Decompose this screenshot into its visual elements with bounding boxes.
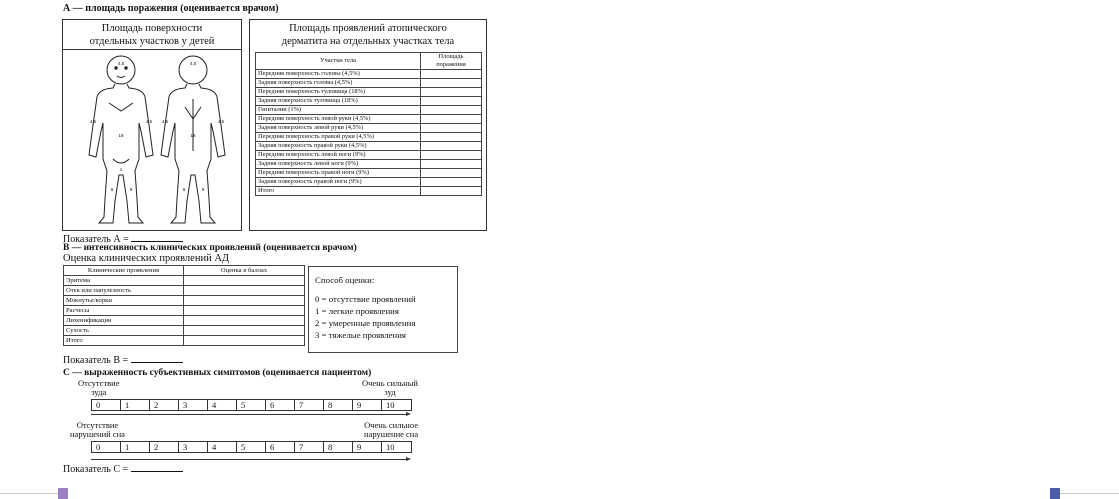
label-arm-front-right: 4,5 — [145, 119, 153, 124]
itch-high-line-2: зуд — [384, 387, 396, 397]
sleep-high-line-1: Очень сильное — [364, 420, 418, 430]
area-value-cell[interactable] — [421, 88, 482, 97]
scoring-item-0: 0 = отсутствие проявлений — [315, 294, 416, 304]
itch-high-label — [362, 379, 418, 397]
child-body-diagram — [63, 51, 241, 231]
body-area-figure-panel — [62, 19, 242, 231]
area-value-cell[interactable] — [421, 106, 482, 115]
scale-cell-7[interactable]: 7 — [295, 442, 324, 452]
scale-cell-1[interactable]: 1 — [121, 400, 150, 410]
scale-cell-9[interactable]: 9 — [353, 400, 382, 410]
score-cell[interactable] — [184, 286, 305, 296]
slide-marker-right — [1050, 488, 1060, 499]
scoring-item-1: 1 = легкие проявления — [315, 306, 399, 316]
table-row — [256, 169, 482, 178]
col-header-area-line-1: Площадь — [438, 53, 464, 60]
table-row — [64, 286, 305, 296]
scale-cell-6[interactable]: 6 — [266, 442, 295, 452]
section-c-title: С — выраженность субъективных симптомов (оценивается пациентом) — [63, 368, 372, 378]
body-part-cell: Передняя поверхность правой руки (4,5%) — [256, 133, 421, 142]
back-body-figure — [161, 56, 225, 223]
body-part-cell: Передняя поверхность туловища (18%) — [256, 88, 421, 97]
indicator-b-label: Показатель В = — [63, 355, 129, 366]
table-row — [256, 187, 482, 196]
body-part-cell: Задняя поверхность правой руки (4,5%) — [256, 142, 421, 151]
col-header-body-parts: Участки тела — [256, 53, 421, 70]
indicator-a-label: Показатель А = — [63, 234, 129, 245]
area-value-cell[interactable] — [421, 97, 482, 106]
scale-cell-0[interactable]: 0 — [92, 442, 121, 452]
area-value-cell[interactable] — [421, 178, 482, 187]
table-row — [256, 106, 482, 115]
indicator-a-blank[interactable] — [131, 232, 183, 242]
clinical-sign-cell: Лихенификация — [64, 316, 184, 326]
indicator-c-label: Показатель С = — [63, 464, 129, 475]
clinical-sign-cell: Сухость — [64, 326, 184, 336]
table-row — [256, 160, 482, 169]
scale-cell-10[interactable]: 10 — [386, 400, 395, 410]
col-header-score: Оценка в баллах — [184, 266, 305, 276]
area-value-cell[interactable] — [421, 124, 482, 133]
table-row — [256, 178, 482, 187]
label-arm-back-right: 4,5 — [217, 119, 225, 124]
score-cell[interactable] — [184, 316, 305, 326]
sleep-scale-arrow — [91, 459, 409, 460]
indicator-b-blank[interactable] — [131, 353, 183, 363]
label-leg-back-left: 9 — [182, 187, 186, 192]
scale-cell-3[interactable]: 3 — [179, 442, 208, 452]
scale-cell-8[interactable]: 8 — [324, 400, 353, 410]
area-header-line-2: дерматита на отдельных участках тела — [281, 36, 455, 47]
area-value-cell[interactable] — [421, 142, 482, 151]
scoring-method-box — [308, 266, 458, 353]
score-cell[interactable] — [184, 296, 305, 306]
table-row — [256, 151, 482, 160]
scale-cell-4[interactable]: 4 — [208, 400, 237, 410]
scoring-method-title: Способ оценки: — [315, 275, 375, 285]
indicator-c — [63, 462, 183, 475]
footer-line-right — [1060, 493, 1119, 494]
table-row — [64, 296, 305, 306]
area-value-cell[interactable] — [421, 133, 482, 142]
area-value-cell[interactable] — [421, 169, 482, 178]
body-part-cell: Задняя поверхность туловища (18%) — [256, 97, 421, 106]
scale-cell-9[interactable]: 9 — [353, 442, 382, 452]
scale-cell-4[interactable]: 4 — [208, 442, 237, 452]
table-row — [256, 88, 482, 97]
area-value-cell[interactable] — [421, 70, 482, 79]
scale-cell-3[interactable]: 3 — [179, 400, 208, 410]
scale-cell-1[interactable]: 1 — [121, 442, 150, 452]
area-value-cell[interactable] — [421, 151, 482, 160]
scale-cell-6[interactable]: 6 — [266, 400, 295, 410]
score-cell[interactable] — [184, 276, 305, 286]
label-head-front: 4,5 — [117, 61, 125, 66]
figure-header-line-2: отдельных участков у детей — [89, 36, 215, 47]
clinical-signs-table — [63, 265, 305, 346]
sleep-scale — [91, 441, 412, 453]
col-header-clinical-signs: Клинические проявления — [64, 266, 184, 276]
sleep-low-line-2: нарушений сна — [70, 429, 125, 439]
sleep-low-label — [70, 421, 125, 439]
table-row — [256, 115, 482, 124]
score-cell[interactable] — [184, 326, 305, 336]
slide-marker-left — [58, 488, 68, 499]
section-a-title: А — площадь поражения (оценивается врачом) — [63, 3, 279, 14]
label-head-back: 4,5 — [189, 61, 197, 66]
table-row — [256, 97, 482, 106]
body-part-cell: Итого — [256, 187, 421, 196]
scale-cell-5[interactable]: 5 — [237, 442, 266, 452]
clinical-sign-cell: Итого — [64, 336, 184, 346]
clinical-sign-cell: Эритема — [64, 276, 184, 286]
body-part-cell: Передняя поверхность левой ноги (9%) — [256, 151, 421, 160]
sleep-high-line-2: нарушение сна — [364, 429, 419, 439]
clinical-sign-cell: Расчесы — [64, 306, 184, 316]
area-value-cell[interactable] — [421, 187, 482, 196]
label-leg-back-right: 9 — [201, 187, 205, 192]
body-part-cell: Задняя поверхность левой руки (4,5%) — [256, 124, 421, 133]
scale-cell-2[interactable]: 2 — [150, 400, 179, 410]
table-row — [256, 124, 482, 133]
indicator-c-blank[interactable] — [131, 462, 183, 472]
itch-low-line-1: Отсутствие — [78, 378, 120, 388]
label-arm-front-left: 4,5 — [89, 119, 97, 124]
label-trunk-back: 18 — [190, 133, 196, 138]
body-part-cell: Передняя поверхность правой ноги (9%) — [256, 169, 421, 178]
figure-panel-header — [63, 20, 241, 50]
body-part-cell: Задняя поверхность головы (4,5%) — [256, 79, 421, 88]
col-header-area — [421, 53, 482, 70]
table-row — [64, 316, 305, 326]
figure-header-line-1: Площадь поверхности — [101, 23, 203, 34]
body-part-cell: Гениталии (1%) — [256, 106, 421, 115]
table-row — [64, 326, 305, 336]
table-row — [256, 79, 482, 88]
scale-cell-8[interactable]: 8 — [324, 442, 353, 452]
itch-scale — [91, 399, 412, 411]
section-b-title: В — интенсивность клинических проявлений (оценивается врачом) — [63, 243, 357, 253]
clinical-sign-cell: Отек или папулезность — [64, 286, 184, 296]
col-header-area-line-2: поражения — [436, 61, 466, 68]
area-value-cell[interactable] — [421, 115, 482, 124]
scale-cell-2[interactable]: 2 — [150, 442, 179, 452]
scale-cell-10[interactable]: 10 — [386, 442, 395, 452]
body-part-cell: Передняя поверхность левой руки (4,5%) — [256, 115, 421, 124]
label-leg-front-right: 9 — [129, 187, 133, 192]
table-row — [64, 336, 305, 346]
label-trunk-front: 18 — [118, 133, 124, 138]
front-body-figure — [89, 56, 153, 223]
score-cell[interactable] — [184, 336, 305, 346]
table-row — [256, 70, 482, 79]
label-genital: 1 — [119, 167, 123, 172]
scale-cell-5[interactable]: 5 — [237, 400, 266, 410]
sleep-low-line-1: Отсутствие — [76, 420, 119, 430]
area-value-cell[interactable] — [421, 160, 482, 169]
body-area-table — [255, 52, 482, 196]
score-cell[interactable] — [184, 306, 305, 316]
body-area-table-panel — [249, 19, 487, 231]
label-arm-back-left: 4,5 — [161, 119, 169, 124]
sleep-high-label — [364, 421, 418, 439]
itch-scale-arrow — [91, 414, 409, 415]
table-row — [64, 306, 305, 316]
clinical-sign-cell: Мокнутье/корки — [64, 296, 184, 306]
area-table-panel-header — [250, 20, 486, 48]
table-row — [256, 142, 482, 151]
itch-low-line-2: зуда — [91, 387, 107, 397]
body-part-cell: Задняя поверхность левой ноги (9%) — [256, 160, 421, 169]
itch-high-line-1: Очень сильный — [362, 378, 418, 388]
scoring-item-2: 2 = умеренные проявления — [315, 318, 416, 328]
scale-cell-7[interactable]: 7 — [295, 400, 324, 410]
scale-cell-0[interactable]: 0 — [92, 400, 121, 410]
label-leg-front-left: 9 — [110, 187, 114, 192]
itch-low-label — [78, 379, 120, 397]
table-row — [256, 133, 482, 142]
section-b-subtitle: Оценка клинических проявлений АД — [63, 253, 230, 264]
body-part-cell: Задняя поверхность правой ноги (9%) — [256, 178, 421, 187]
indicator-b — [63, 353, 183, 366]
table-row — [64, 276, 305, 286]
area-value-cell[interactable] — [421, 79, 482, 88]
scoring-item-3: 3 = тяжелые проявления — [315, 330, 406, 340]
area-header-line-1: Площадь проявлений атопического — [289, 23, 447, 34]
footer-line-left — [0, 493, 58, 494]
body-part-cell: Передняя поверхность головы (4,5%) — [256, 70, 421, 79]
